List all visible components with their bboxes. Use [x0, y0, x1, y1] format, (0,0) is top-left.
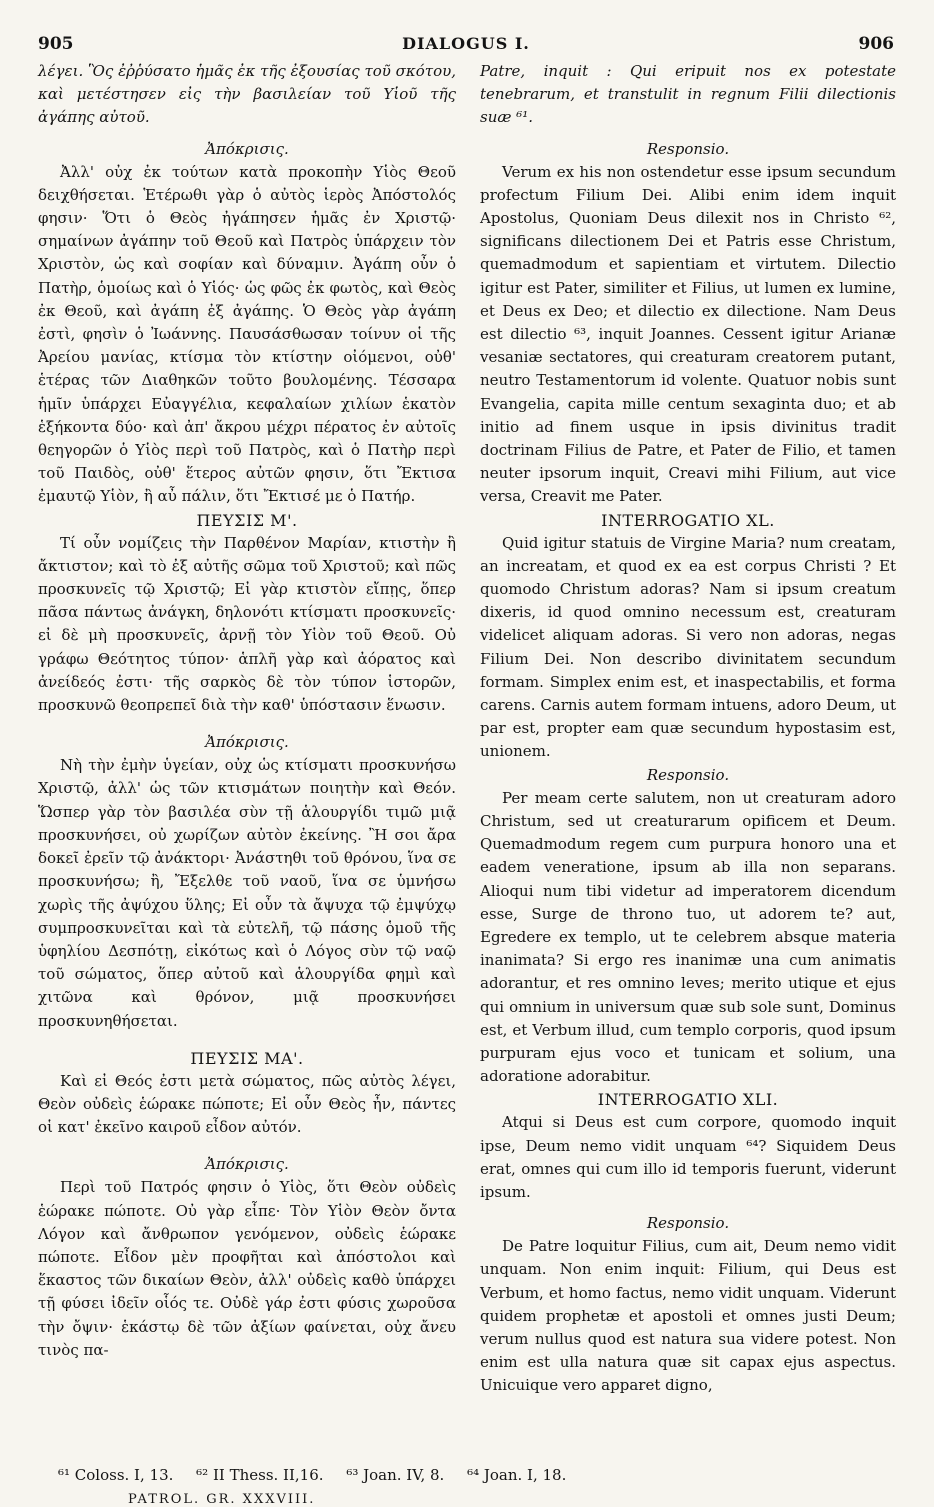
latin-paragraph: De Patre loquitur Filius, cum ait, Deum nemo vidit unquam. Non enim inquit: Filium, qui Deus est Verbum, et homo factus, nemo vidit unquam. Viderunt quidem prophetæ et apostoli et omnes justi Deum; verum nullus quod est natura sua videre potest. Non enim est ulla natura quæ sit capax ejus aspectus. Unicuique vero apparet digno,: [480, 1237, 896, 1395]
greek-paragraph: Περὶ τοῦ Πατρός φησιν ὁ Υἱὸς, ὅτι Θεὸν οὐδεὶς ἑώρακε πώποτε. Οὐ γὰρ εἶπε· Τὸν Υἱὸν Θεὸν ὄντα Λόγον καὶ ἄνθρωπον γενόμενον, οὐδεὶς ἑώρακε πώποτε. Εἶδον μὲν προφῆται καὶ ἀπόστολοι καὶ ἕκαστος τῶν δικαίων Θεὸν, ἀλλ' οὐδεὶς καθὸ ὑπάρχει τῇ φύσει ἰδεῖν οἷός τε. Οὐδὲ γάρ ἐστι φύσις χωροῦσα τὴν ὄψιν· ἑκάστῳ δὲ τῶν ἀξίων φαίνεται, οὐχ ἄνευ τινὸς πα-: [38, 1178, 456, 1359]
footnote-63: ⁶³ Joan. IV, 8.: [346, 1466, 445, 1484]
latin-paragraph: Per meam certe salutem, non ut creaturam adoro Christum, sed ut creaturarum opificem et Deum. Quemadmodum regem cum purpura honoro una et eadem veneratione, ipsum ab illa non separans. Alioqui num tibi videtur ad imperatorem dicendum esse, Surge de throno tuo, ut adorem te? aut, Egredere ex templo, ut te celebrem absque materia inanimata? Si ergo res inanimæ una cum animatis adorantur, et res omnino leves; merito utique et ejus qui omnium in universum quæ sub sole sunt, Dominus est, et Verbum illud, cum templo corporis, quod ipsum purpuram ejus voco et tunicam et solium, una adoratione adorabitur.: [480, 788, 896, 1086]
column-number-right: 906: [858, 34, 894, 54]
interrogatio-heading: INTERROGATIO XLI.: [597, 1090, 779, 1110]
greek-column: [38, 60, 456, 1362]
greek-paragraph: Καὶ εἰ Θεός ἐστι μετὰ σώματος, πῶς αὐτὸς λέγει, Θεὸν οὐδεὶς ἑώρακε πώποτε; Εἰ οὖν Θεὸς ἦν, πάντες οἱ κατ' ἐκεῖνο καιροῦ εἶδον αὐτόν.: [38, 1071, 456, 1137]
answer-heading: Ἀπόκρισις.: [205, 733, 289, 752]
footnote-61: ⁶¹ Coloss. I, 13.: [58, 1466, 174, 1484]
latin-column: [480, 60, 896, 1398]
running-title: DIALOGUS I.: [402, 34, 530, 53]
footnotes: [58, 1466, 894, 1484]
footnote-64: ⁶⁴ Joan. I, 18.: [467, 1466, 567, 1484]
latin-paragraph: Patre, inquit : Qui eripuit nos ex potestate tenebrarum, et transtulit in regnum Filii dilectionis suæ ⁶¹.: [480, 62, 896, 127]
interrogatio-heading: INTERROGATIO XL.: [601, 510, 775, 530]
greek-paragraph: λέγει. Ὃς ἐῤῥύσατο ἡμᾶς ἐκ τῆς ἐξουσίας τοῦ σκότου, καὶ μετέστησεν εἰς τὴν βασιλείαν τοῦ Υἱοῦ τῆς ἀγάπης αὐτοῦ.: [38, 62, 456, 127]
responsio-heading: Responsio.: [646, 139, 730, 158]
greek-paragraph: Ἀλλ' οὐχ ἐκ τούτων κατὰ προκοπὴν Υἱὸς Θεοῦ δειχθήσεται. Ἑτέρωθι γὰρ ὁ αὐτὸς ἱερὸς Ἀπόστολός φησιν· Ὅτι ὁ Θεὸς ἠγάπησεν ἡμᾶς ἐν Χριστῷ· σημαίνων ἀγάπην τοῦ Θεοῦ καὶ Πατρὸς ὑπάρχειν τὸν Χριστὸν, ὡς καὶ σοφίαν καὶ δύναμιν. Ἀγάπη οὖν ὁ Πατὴρ, ὁμοίως καὶ ὁ Υἱός· ὡς φῶς ἐκ φωτὸς, καὶ Θεὸς ἐκ Θεοῦ, καὶ ἀγάπη ἐξ ἀγάπης. Ὁ Θεὸς γὰρ ἀγάπη ἐστὶ, φησὶν ὁ Ἰωάννης. Παυσάσθωσαν τοίνυν οἱ τῆς Ἀρείου μανίας, κτίσμα τὸν κτίστην οἰόμενοι, οὐθ' ἑτέρας τῶν Διαθηκῶν τοῦτο βουλομένης. Τέσσαρα ἡμῖν ὑπάρχει Εὐαγγέλια, κεφαλαίων χιλίων ἑκατὸν ἑξήκοντα δύο· καὶ ἀπ' ἄκρου μέχρι πέρατος ἐν αὐτοῖς θεηγορῶν ὁ Υἱὸς περὶ τοῦ Πατρὸς, καὶ ὁ Πατὴρ περὶ τοῦ Παιδὸς, οὐθ' ἕτερος αὐτῶν φησιν, ὅτι Ἔκτισα ἐμαυτῷ Υἱὸν, ἢ αὖ πάλιν, ὅτι Ἔκτισέ με ὁ Πατήρ.: [38, 162, 456, 506]
question-heading: ΠΕΥΣΙΣ ΜΑ'.: [190, 1048, 304, 1068]
question-heading: ΠΕΥΣΙΣ Μ'.: [196, 510, 298, 530]
answer-heading: Ἀπόκρισις.: [205, 1155, 289, 1174]
column-number-left: 905: [38, 34, 74, 54]
page-header: [38, 34, 894, 56]
latin-paragraph: Quid igitur statuis de Virgine Maria? num creatam, an increatam, et quod ex ea est corpus Christi ? Et quomodo Christum adoras? Nam si ipsum creatum dixeris, id quod omnino necessum est, creaturam videlicet aliquam adoras. Si vero non adoras, negas Filium Dei. Non describo divinitatem secundum formam. Simplex enim est, et inaspectabilis, et forma carens. Carnis autem formam intuens, adoro Deum, ut par est, propter eam quæ secundum hypostasim est, unionem.: [480, 533, 896, 761]
latin-paragraph: Verum ex his non ostendetur esse ipsum secundum profectum Filium Dei. Alibi enim idem inquit Apostolus, Quoniam Deus dilexit nos in Christo ⁶², significans dilectionem Dei et Patris esse Christum, quemadmodum et sapientiam et virtutem. Dilectio igitur est Pater, similiter et Filius, ut lumen ex lumine, et Deus ex Deo; et dilectio ex dilectione. Nam Deus est dilectio ⁶³, inquit Joannes. Cessent igitur Arianæ vesaniæ sectatores, qui creaturam creatorem putant, neutro Testamentorum id volente. Quatuor nobis sunt Evangelia, capita mille centum sexaginta duo; et ab initio ad finem usque in ipsis divinitus tradit doctrinam Filius de Patre, et Pater de Filio, et tamen neuter ipsorum inquit, Creavi mihi Filium, aut vice versa, Creavit me Pater.: [480, 162, 896, 506]
footnote-62: ⁶² II Thess. II,16.: [196, 1466, 324, 1484]
latin-paragraph: Atqui si Deus est cum corpore, quomodo inquit ipse, Deum nemo vidit unquam ⁶⁴? Siquidem Deus erat, omnes qui cum illo id temporis fuerunt, viderunt ipsum.: [480, 1113, 896, 1201]
greek-paragraph: Τί οὖν νομίζεις τὴν Παρθένον Μαρίαν, κτιστὴν ἢ ἄκτιστον; καὶ τὸ ἐξ αὐτῆς σῶμα τοῦ Χριστοῦ; καὶ πῶς προσκυνεῖς τῷ Χριστῷ; Εἰ γὰρ κτιστὸν εἴπῃς, ὅπερ πᾶσα πάντως ἀνάγκη, δηλονότι κτίσματι προσκυνεῖς· εἰ δὲ μὴ προσκυνεῖς, ἀρνῇ τὸν Υἱὸν τοῦ Θεοῦ. Οὐ γράφω Θεότητος τύπον· ἁπλῆ γὰρ καὶ ἀόρατος καὶ ἀνείδεός ἐστι· τῆς σαρκὸς δὲ τὸν τύπον ἱστορῶν, προσκυνῶ θεοπρεπεῖ διὰ τὴν καθ' ὑπόστασιν ἕνωσιν.: [38, 533, 456, 715]
page-footer: PATROL. GR. XXXVIII.: [128, 1492, 316, 1507]
answer-heading: Ἀπόκρισις.: [205, 139, 289, 158]
responsio-heading: Responsio.: [646, 1214, 730, 1233]
responsio-heading: Responsio.: [646, 765, 730, 784]
greek-paragraph: Νὴ τὴν ἐμὴν ὑγείαν, οὐχ ὡς κτίσματι προσκυνήσω Χριστῷ, ἀλλ' ὡς τῶν κτισμάτων ποιητὴν καὶ Θεόν. Ὥσπερ γὰρ τὸν βασιλέα σὺν τῇ ἁλουργίδι τιμῶ μιᾷ προσκυνήσει, οὐ χωρίζων αὐτὸν ἐκείνης. Ἢ σοι ἄρα δοκεῖ ἐρεῖν τῷ ἀνάκτορι· Ἀνάστηθι τοῦ θρόνου, ἵνα σε προσκυνήσω; ἢ, Ἔξελθε τοῦ ναοῦ, ἵνα σε ὑμνήσω χωρὶς τῆς ἀψύχου ὕλης; Εἰ οὖν τὰ ἄψυχα τῷ ἐμψύχῳ συμπροσκυνεῖται καὶ τὰ εὐτελῆ, τῷ πάσης ὁμοῦ τῆς ὑφηλίου Δεσπότῃ, εἰκότως καὶ ὁ Λόγος σὺν τῷ ναῷ τοῦ σώματος, ὅπερ αὐτοῦ καὶ ἁλουργίδα φημὶ καὶ χιτῶνα καὶ θρόνον, μιᾷ προσκυνήσει προσκυνηθήσεται.: [38, 756, 456, 1030]
